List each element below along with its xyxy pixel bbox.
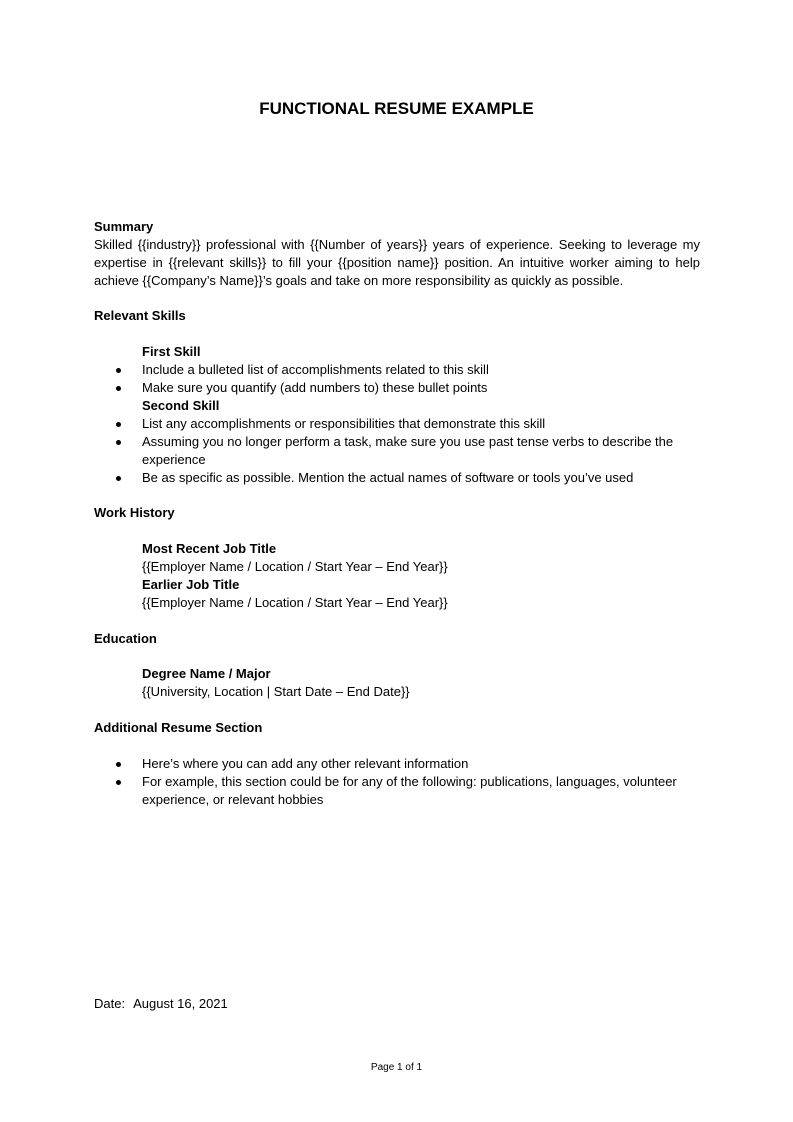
date-value: August 16, 2021 bbox=[133, 996, 228, 1011]
list-item bbox=[142, 415, 702, 433]
job-title: Most Recent Job Title bbox=[142, 541, 277, 556]
job-details: {{Employer Name / Location / Start Year – End Year}} bbox=[142, 559, 448, 574]
list-item bbox=[142, 361, 702, 379]
skill-bullet-list bbox=[142, 415, 702, 487]
education-block bbox=[142, 665, 702, 701]
list-item bbox=[142, 433, 702, 469]
bullet-icon bbox=[116, 386, 121, 391]
list-item-text: Make sure you quantify (add numbers to) these bullet points bbox=[142, 380, 488, 395]
list-item bbox=[142, 773, 702, 809]
document-title: FUNCTIONAL RESUME EXAMPLE bbox=[259, 99, 534, 118]
work-history-block bbox=[142, 540, 702, 612]
list-item bbox=[142, 379, 702, 397]
education-heading: Education bbox=[94, 631, 157, 646]
bullet-icon bbox=[116, 422, 121, 427]
date-label: Date: bbox=[94, 996, 126, 1011]
bullet-icon bbox=[116, 368, 121, 373]
bullet-icon bbox=[116, 476, 121, 481]
list-item-text: List any accomplishments or responsibilities that demonstrate this skill bbox=[142, 416, 546, 431]
additional-section-heading: Additional Resume Section bbox=[94, 720, 263, 735]
relevant-skills-block bbox=[142, 343, 702, 487]
bullet-icon bbox=[116, 440, 121, 445]
summary-heading: Summary bbox=[94, 219, 154, 234]
additional-bullet-list bbox=[142, 755, 702, 809]
job-details: {{Employer Name / Location / Start Year – End Year}} bbox=[142, 595, 448, 610]
additional-section-block bbox=[142, 755, 702, 809]
list-item-text: For example, this section could be for any of the following: publications, languages, volunteer experience, or relevant hobbies bbox=[142, 774, 677, 807]
skill-name: Second Skill bbox=[142, 398, 220, 413]
work-history-heading: Work History bbox=[94, 505, 175, 520]
job-title: Earlier Job Title bbox=[142, 577, 240, 592]
list-item-text: Here’s where you can add any other relevant information bbox=[142, 756, 469, 771]
list-item bbox=[142, 469, 702, 487]
relevant-skills-heading: Relevant Skills bbox=[94, 308, 186, 323]
skill-name: First Skill bbox=[142, 344, 201, 359]
bullet-icon bbox=[116, 762, 121, 767]
degree-name: Degree Name / Major bbox=[142, 666, 271, 681]
bullet-icon bbox=[116, 780, 121, 785]
education-details: {{University, Location | Start Date – End Date}} bbox=[142, 684, 410, 699]
summary-text: Skilled {{industry}} professional with {{Number of years}} years of experience. Seeking to leverage my expertise in {{relevant skills}} to fill your {{position name}} position. An intuitive worker aiming to help achieve {{Company’s Name}}’s goals and take on more responsibility as quickly as possible. bbox=[94, 237, 700, 288]
page-number-footer: Page 1 of 1 bbox=[370, 1062, 423, 1073]
list-item bbox=[142, 755, 702, 773]
list-item-text: Include a bulleted list of accomplishments related to this skill bbox=[142, 362, 489, 377]
skill-bullet-list bbox=[142, 361, 702, 397]
date-line bbox=[94, 995, 228, 1013]
list-item-text: Be as specific as possible. Mention the actual names of software or tools you’ve used bbox=[142, 470, 634, 485]
list-item-text: Assuming you no longer perform a task, make sure you use past tense verbs to describe the experience bbox=[142, 434, 674, 467]
